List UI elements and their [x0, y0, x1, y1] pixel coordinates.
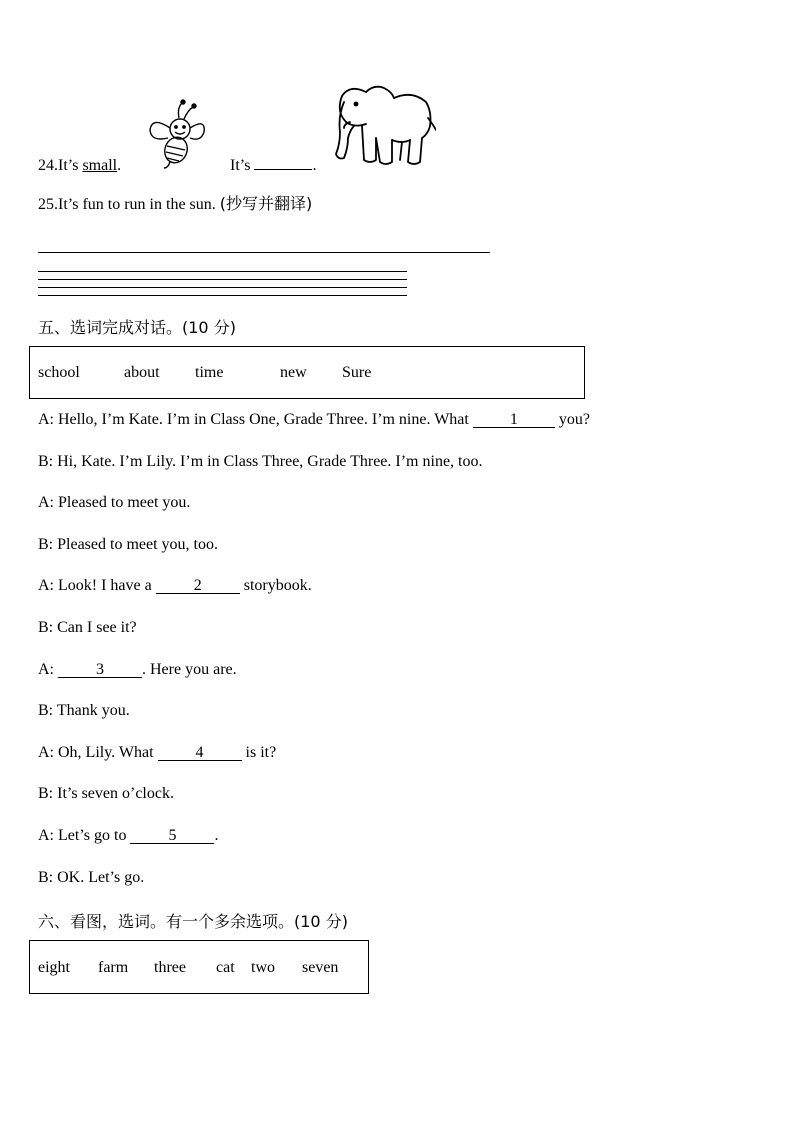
- dialogue-line: [38, 869, 144, 887]
- word-bank-5: [29, 346, 585, 399]
- speaker: A:: [38, 744, 54, 761]
- answer-blank[interactable]: 3: [58, 662, 142, 678]
- question-instruction: (抄写并翻译): [219, 194, 313, 213]
- bee-icon: [146, 98, 208, 172]
- writing-line[interactable]: [38, 279, 407, 280]
- word-option: farm: [98, 959, 129, 976]
- word-option: two: [251, 959, 275, 976]
- question-24: 24.It’s small.: [38, 157, 122, 174]
- speaker: B:: [38, 453, 54, 470]
- line-text: Hello, I’m Kate. I’m in Class One, Grade Three. I’m nine. What: [58, 411, 473, 428]
- answer-blank[interactable]: 1: [473, 412, 555, 428]
- dialogue-line: [38, 453, 482, 471]
- question-25: [38, 191, 312, 214]
- speaker: B:: [38, 869, 54, 886]
- writing-line[interactable]: [38, 271, 407, 272]
- dialogue-line: [38, 536, 218, 554]
- question-text: 25.It’s fun to run in the sun.: [38, 196, 216, 213]
- dialogue-line: A: Look! I have a 2 storybook.: [38, 577, 312, 594]
- dialogue-line: A: Let’s go to 5 .: [38, 827, 219, 844]
- question-text: It’s: [230, 157, 255, 174]
- word-bank-6: [29, 940, 369, 994]
- writing-line[interactable]: [38, 295, 407, 296]
- speaker: B:: [38, 619, 54, 636]
- word-option: eight: [38, 959, 70, 976]
- word-option: school: [38, 364, 80, 381]
- line-text: Thank you.: [56, 702, 130, 719]
- section-5-title: 五、选词完成对话。(10 分): [38, 318, 236, 337]
- answer-blank[interactable]: 4: [158, 745, 242, 761]
- section-6-title: 六、看图，选词。有一个多余选项。(10 分): [38, 912, 348, 931]
- dialogue-line: [38, 619, 137, 637]
- speaker: A:: [38, 577, 54, 594]
- dialogue-line: [38, 494, 190, 512]
- answer-blank[interactable]: 5: [130, 828, 214, 844]
- dialogue-line: A: Hello, I’m Kate. I’m in Class One, Grade Three. I’m nine. What 1 you?: [38, 411, 590, 428]
- speaker: B:: [38, 536, 54, 553]
- word-option: time: [195, 364, 224, 381]
- word-option: new: [280, 364, 307, 381]
- line-text: Pleased to meet you, too.: [57, 536, 218, 553]
- answer-blank[interactable]: 2: [156, 578, 240, 594]
- word-option: about: [124, 364, 160, 381]
- speaker: A:: [38, 661, 54, 678]
- line-text: Oh, Lily. What: [58, 744, 158, 761]
- speaker: B:: [38, 785, 54, 802]
- answer-line[interactable]: [38, 252, 490, 253]
- word-option: Sure: [342, 364, 372, 381]
- dialogue-line: [38, 785, 174, 803]
- word-option: seven: [302, 959, 339, 976]
- line-text: Hi, Kate. I’m Lily. I’m in Class Three, Grade Three. I’m nine, too.: [57, 453, 483, 470]
- question-number: 24.: [38, 157, 58, 174]
- speaker: B:: [38, 702, 54, 719]
- dialogue-line: A: 3 . Here you are.: [38, 661, 237, 678]
- word-option: cat: [216, 959, 235, 976]
- line-text: Pleased to meet you.: [58, 494, 191, 511]
- speaker: A:: [38, 411, 54, 428]
- speaker: A:: [38, 494, 54, 511]
- line-text: Let’s go to: [58, 827, 131, 844]
- speaker: A:: [38, 827, 54, 844]
- line-text: OK. Let’s go.: [57, 869, 145, 886]
- dialogue-line: A: Oh, Lily. What 4 is it?: [38, 744, 277, 761]
- question-24-answer: It’s .: [230, 157, 317, 174]
- example-word: small: [82, 157, 118, 174]
- question-text: It’s: [58, 157, 83, 174]
- dialogue-line: [38, 702, 130, 720]
- line-text: Can I see it?: [57, 619, 137, 636]
- line-text: Look! I have a: [58, 577, 156, 594]
- elephant-icon: [332, 82, 436, 170]
- answer-blank[interactable]: [254, 169, 312, 170]
- writing-line[interactable]: [38, 287, 407, 288]
- word-option: three: [154, 959, 186, 976]
- line-text: It’s seven o’clock.: [57, 785, 174, 802]
